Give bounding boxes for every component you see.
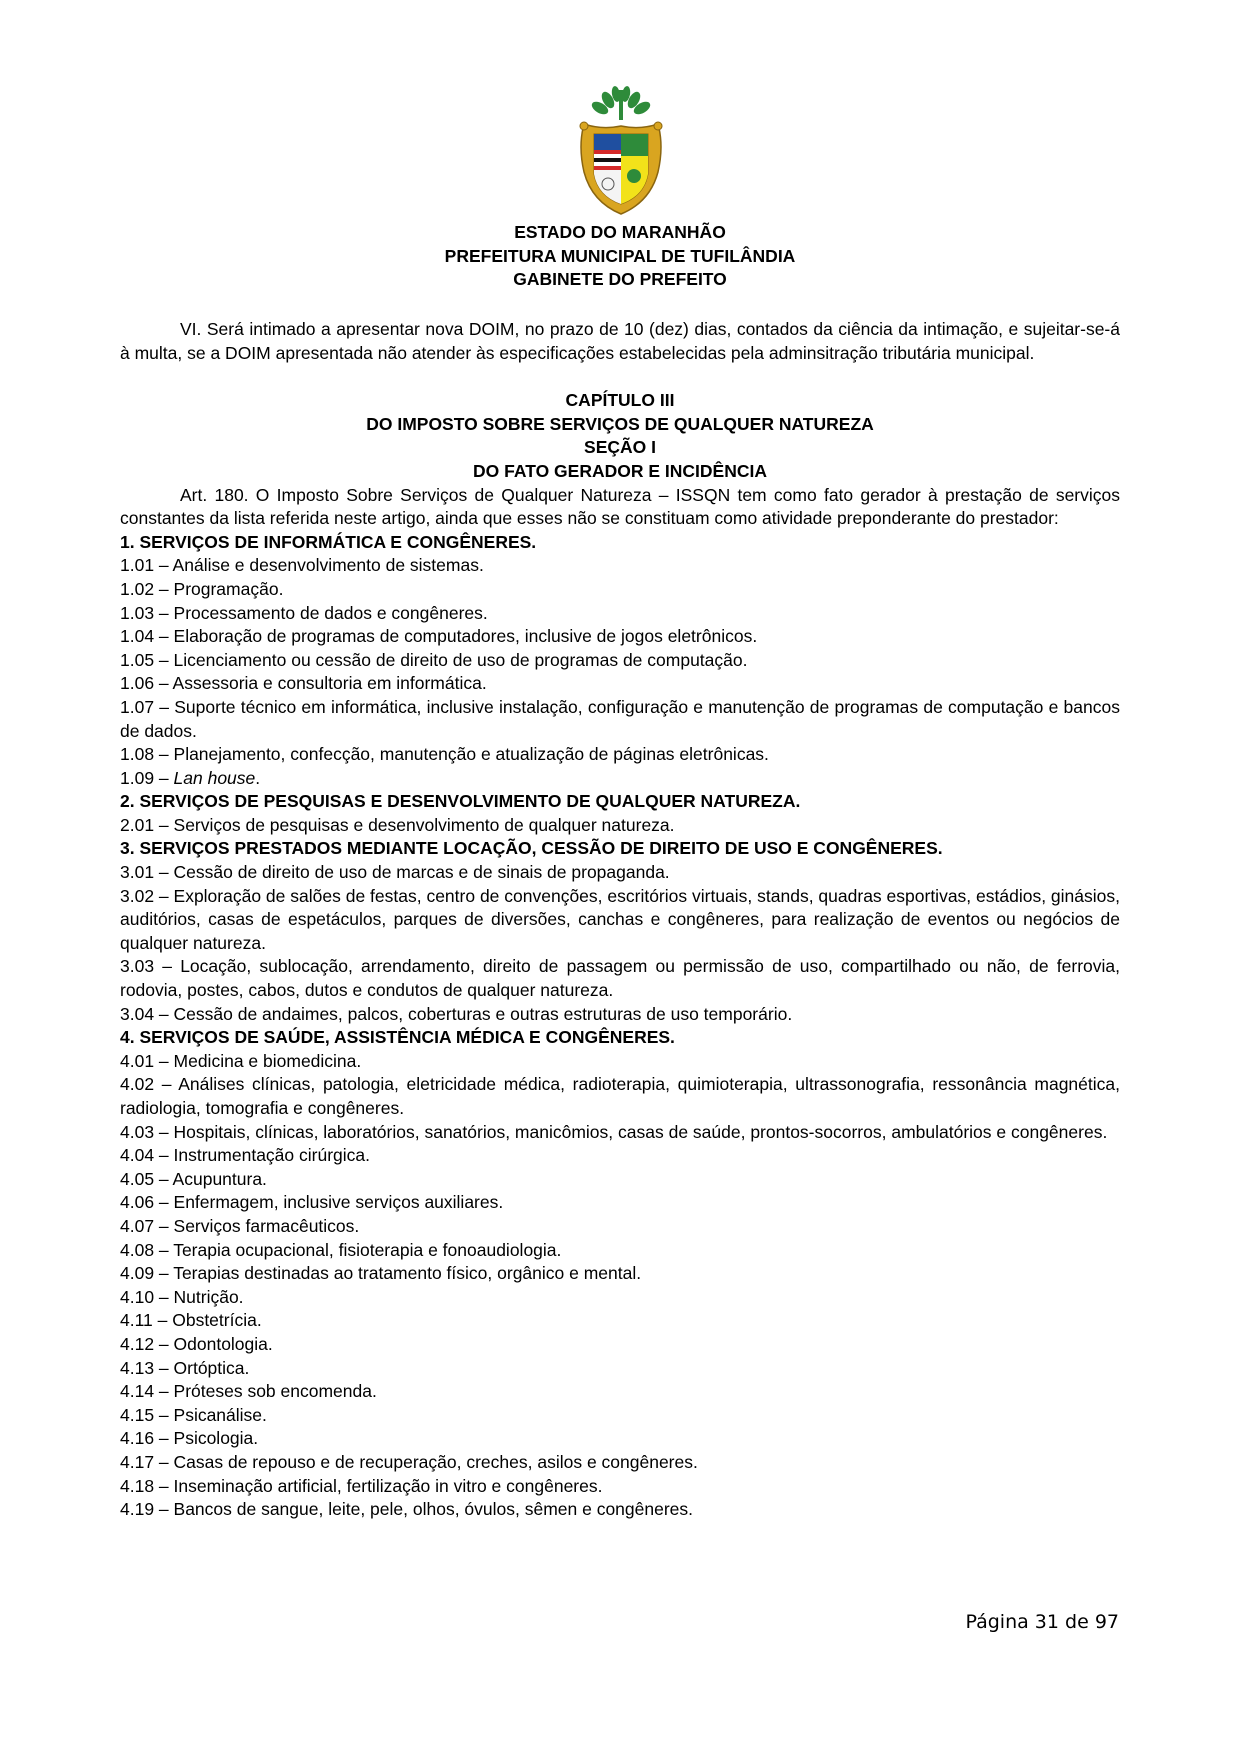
list-item: 1.01 – Análise e desenvolvimento de sistemas.: [120, 555, 484, 576]
header-office: GABINETE DO PREFEITO: [513, 269, 727, 289]
list-item: 3.01 – Cessão de direito de uso de marcas e de sinais de propaganda.: [120, 862, 670, 883]
list-item: 4.16 – Psicologia.: [120, 1428, 259, 1449]
chapter-title: CAPÍTULO III: [565, 390, 675, 411]
document-header: [120, 221, 1120, 292]
list-item: 4.19 – Bancos de sangue, leite, pele, olhos, óvulos, sêmen e congêneres.: [120, 1499, 694, 1520]
list-item: 4.06 – Enfermagem, inclusive serviços auxiliares.: [120, 1192, 504, 1213]
page-number: Página 31 de 97: [965, 1611, 1119, 1633]
group-heading: 1. SERVIÇOS DE INFORMÁTICA E CONGÊNERES.: [120, 531, 537, 552]
list-item: 4.11 – Obstetrícia.: [120, 1310, 262, 1331]
group-heading: 2. SERVIÇOS DE PESQUISAS E DESENVOLVIMENTO DE QUALQUER NATUREZA.: [120, 791, 801, 812]
list-item: 4.07 – Serviços farmacêuticos.: [120, 1215, 360, 1236]
list-item: 4.08 – Terapia ocupacional, fisioterapia e fonoaudiologia.: [120, 1239, 562, 1260]
list-item: 1.05 – Licenciamento ou cessão de direito de uso de programas de computação.: [120, 649, 748, 670]
list-item: 1.07 – Suporte técnico em informática, inclusive instalação, configuração e manutenção de programas de computação e bancos de dados.: [120, 696, 1120, 741]
group-heading: 3. SERVIÇOS PRESTADOS MEDIANTE LOCAÇÃO, CESSÃO DE DIREITO DE USO E CONGÊNERES.: [120, 838, 943, 859]
list-item: 4.05 – Acupuntura.: [120, 1168, 267, 1189]
header-state: ESTADO DO MARANHÃO: [514, 222, 726, 242]
list-item: 3.02 – Exploração de salões de festas, centro de convenções, escritórios virtuais, stands, quadras esportivas, estádios, ginásios, auditórios, casas de espetáculos, parques de diversões, canchas e congêneres, para realização de eventos ou negócios de qualquer natureza.: [120, 885, 1120, 953]
list-item: 1.06 – Assessoria e consultoria em informática.: [120, 673, 487, 694]
section-title: SEÇÃO I: [584, 437, 656, 458]
list-item: 4.02 – Análises clínicas, patologia, eletricidade médica, radioterapia, quimioterapia, ultrassonografia, ressonância magnética, radiologia, tomografia e congêneres.: [120, 1074, 1120, 1118]
section-subtitle: DO FATO GERADOR E INCIDÊNCIA: [473, 460, 767, 481]
list-item: 1.02 – Programação.: [120, 578, 284, 599]
list-item: 4.14 – Próteses sob encomenda.: [120, 1381, 377, 1402]
article-paragraph: Art. 180. O Imposto Sobre Serviços de Qualquer Natureza – ISSQN tem como fato gerador à prestação de serviços constantes da lista referida neste artigo, ainda que esses não se constituam como atividade preponderante do prestador:: [120, 484, 1120, 529]
item-suffix: .: [255, 767, 261, 788]
intro-paragraph: VI. Será intimado a apresentar nova DOIM, no prazo de 10 (dez) dias, contados da ciência da intimação, e sujeitar-se-á à multa, se a DOIM apresentada não atender às especificações estabelecidas pela adminsitração tributária municipal.: [120, 319, 1120, 363]
list-item: 1.04 – Elaboração de programas de computadores, inclusive de jogos eletrônicos.: [120, 626, 758, 647]
item-prefix: 1.09 –: [120, 767, 174, 788]
document-body: [120, 318, 1120, 1522]
list-item: 4.18 – Inseminação artificial, fertilização in vitro e congêneres.: [120, 1475, 603, 1496]
list-item: 4.01 – Medicina e biomedicina.: [120, 1050, 362, 1071]
item-italic-term: Lan house: [173, 767, 256, 788]
list-item: 2.01 – Serviços de pesquisas e desenvolvimento de qualquer natureza.: [120, 814, 675, 835]
list-item: 1.08 – Planejamento, confecção, manutenção e atualização de páginas eletrônicas.: [120, 744, 769, 765]
list-item: 4.17 – Casas de repouso e de recuperação, creches, asilos e congêneres.: [120, 1451, 698, 1472]
chapter-subtitle: DO IMPOSTO SOBRE SERVIÇOS DE QUALQUER NATUREZA: [366, 413, 874, 434]
list-item: 4.10 – Nutrição.: [120, 1286, 244, 1307]
list-item: 3.03 – Locação, sublocação, arrendamento, direito de passagem ou permissão de uso, compartilhado ou não, de ferrovia, rodovia, postes, cabos, dutos e condutos de qualquer natureza.: [120, 956, 1120, 1001]
list-item: [120, 767, 1120, 791]
header-prefecture: PREFEITURA MUNICIPAL DE TUFILÂNDIA: [444, 245, 796, 266]
list-item: 4.04 – Instrumentação cirúrgica.: [120, 1145, 370, 1166]
list-item: 4.12 – Odontologia.: [120, 1333, 273, 1354]
municipal-coat-of-arms-icon: [578, 86, 664, 218]
list-item: 1.03 – Processamento de dados e congêneres.: [120, 602, 488, 623]
group-heading: 4. SERVIÇOS DE SAÚDE, ASSISTÊNCIA MÉDICA E CONGÊNERES.: [120, 1027, 675, 1048]
list-item: 4.13 – Ortóptica.: [120, 1357, 250, 1378]
list-item: 3.04 – Cessão de andaimes, palcos, coberturas e outras estruturas de uso temporário.: [120, 1003, 793, 1024]
list-item: 4.03 – Hospitais, clínicas, laboratórios, sanatórios, manicômios, casas de saúde, prontos-socorros, ambulatórios e congêneres.: [120, 1121, 1108, 1142]
list-item: 4.15 – Psicanálise.: [120, 1404, 267, 1425]
list-item: 4.09 – Terapias destinadas ao tratamento físico, orgânico e mental.: [120, 1263, 642, 1284]
